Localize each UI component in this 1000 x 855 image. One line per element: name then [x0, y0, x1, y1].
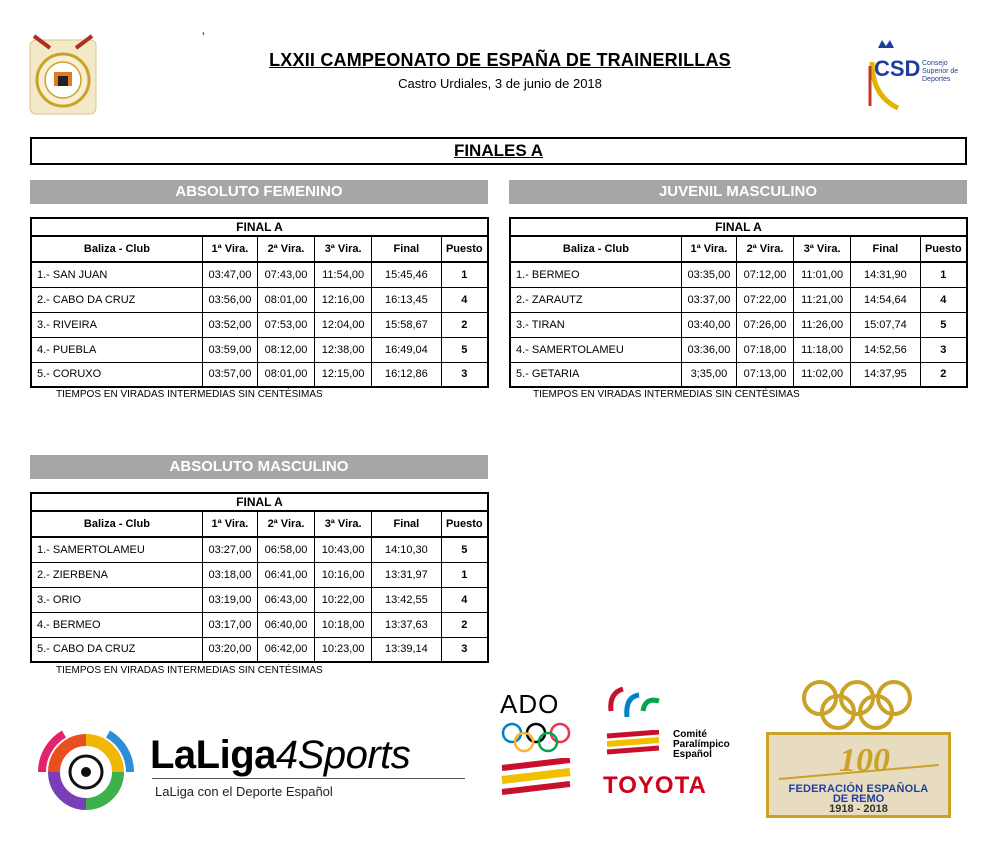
time-cell: 06:58,00: [257, 537, 314, 562]
page-subtitle: Castro Urdiales, 3 de junio de 2018: [398, 76, 602, 91]
table-row: [31, 637, 488, 662]
time-cell: 13:39,14: [372, 637, 441, 662]
time-cell: 03:56,00: [202, 287, 257, 312]
position-cell: 5: [441, 537, 488, 562]
table-row: [510, 287, 967, 312]
column-header: 2ª Vira.: [736, 236, 793, 262]
category-bar-absoluto-masculino: ABSOLUTO MASCULINO: [30, 455, 488, 479]
position-cell: 2: [441, 312, 488, 337]
position-cell: 5: [920, 312, 967, 337]
position-cell: 4: [441, 287, 488, 312]
time-cell: 11:02,00: [794, 362, 851, 387]
timing-note: TIEMPOS EN VIRADAS INTERMEDIAS SIN CENTÉSIMAS: [533, 389, 800, 400]
time-cell: 14:37,95: [851, 362, 920, 387]
spain-stripes-icon: [500, 758, 572, 798]
toyota-wordmark: TOYOTA: [603, 772, 707, 799]
table-row: [510, 362, 967, 387]
club-cell: 5.- CORUXO: [31, 362, 202, 387]
csd-line-2: Superior de: [922, 68, 959, 75]
time-cell: 10:23,00: [315, 637, 372, 662]
final-label: FINAL A: [510, 218, 967, 236]
table-row: [31, 612, 488, 637]
timing-note: TIEMPOS EN VIRADAS INTERMEDIAS SIN CENTÉSIMAS: [56, 389, 323, 400]
laliga-wordmark: [150, 733, 410, 778]
club-cell: 4.- PUEBLA: [31, 337, 202, 362]
club-cell: 5.- CABO DA CRUZ: [31, 637, 202, 662]
table-row: [31, 537, 488, 562]
final-label: FINAL A: [31, 493, 488, 511]
category-bar-juvenil-masculino: JUVENIL MASCULINO: [509, 180, 967, 204]
column-header: 3ª Vira.: [315, 511, 372, 537]
time-cell: 13:37,63: [372, 612, 441, 637]
club-cell: 2.- ZARAUTZ: [510, 287, 681, 312]
para-line-1: Comité: [673, 729, 707, 740]
time-cell: 08:01,00: [257, 362, 314, 387]
position-cell: 1: [920, 262, 967, 287]
olympic-rings-icon: [500, 722, 572, 754]
column-header: Final: [851, 236, 920, 262]
table-row: [31, 362, 488, 387]
results-table-absoluto-masculino: [30, 492, 489, 663]
time-cell: 15:58,67: [372, 312, 441, 337]
time-cell: 14:31,90: [851, 262, 920, 287]
time-cell: 07:18,00: [736, 337, 793, 362]
page-title: LXXII CAMPEONATO DE ESPAÑA DE TRAINERILLAS: [269, 50, 731, 70]
club-cell: 3.- TIRAN: [510, 312, 681, 337]
para-line-2: Paralímpico: [673, 739, 730, 750]
time-cell: 03:17,00: [202, 612, 257, 637]
time-cell: 10:16,00: [315, 562, 372, 587]
column-header: 3ª Vira.: [315, 236, 372, 262]
time-cell: 11:54,00: [315, 262, 372, 287]
laliga-sports: Sports: [297, 733, 411, 777]
club-cell: 2.- CABO DA CRUZ: [31, 287, 202, 312]
time-cell: 11:21,00: [794, 287, 851, 312]
column-header: Puesto: [441, 511, 488, 537]
time-cell: 06:41,00: [257, 562, 314, 587]
time-cell: 07:26,00: [736, 312, 793, 337]
column-header: 2ª Vira.: [257, 511, 314, 537]
table-row: [31, 312, 488, 337]
time-cell: 10:22,00: [315, 587, 372, 612]
column-header: 1ª Vira.: [202, 236, 257, 262]
time-cell: 3;35,00: [681, 362, 736, 387]
results-table-absoluto-femenino: [30, 217, 489, 388]
column-header: 1ª Vira.: [202, 511, 257, 537]
time-cell: 03:35,00: [681, 262, 736, 287]
table-row: [31, 262, 488, 287]
time-cell: 06:42,00: [257, 637, 314, 662]
position-cell: 3: [441, 637, 488, 662]
csd-abbr: CSD: [874, 56, 921, 81]
time-cell: 06:40,00: [257, 612, 314, 637]
stray-mark: ’: [202, 30, 205, 44]
time-cell: 03:20,00: [202, 637, 257, 662]
time-cell: 03:57,00: [202, 362, 257, 387]
time-cell: 10:43,00: [315, 537, 372, 562]
federation-name: FEDERACIÓN ESPAÑOLA: [788, 783, 929, 795]
club-cell: 4.- BERMEO: [31, 612, 202, 637]
time-cell: 13:31,97: [372, 562, 441, 587]
time-cell: 13:42,55: [372, 587, 441, 612]
club-cell: 2.- ZIERBENA: [31, 562, 202, 587]
position-cell: 2: [920, 362, 967, 387]
column-header: Baliza - Club: [31, 511, 202, 537]
club-cell: 3.- ORIO: [31, 587, 202, 612]
time-cell: 06:43,00: [257, 587, 314, 612]
time-cell: 03:59,00: [202, 337, 257, 362]
time-cell: 12:38,00: [315, 337, 372, 362]
club-cell: 3.- RIVEIRA: [31, 312, 202, 337]
laliga-four: 4: [275, 733, 298, 777]
paralympic-committee-text: [673, 730, 730, 760]
time-cell: 12:16,00: [315, 287, 372, 312]
laliga-tagline: LaLiga con el Deporte Español: [155, 784, 333, 799]
column-header: 3ª Vira.: [794, 236, 851, 262]
time-cell: 14:10,30: [372, 537, 441, 562]
federation-years: 1918 - 2018: [829, 803, 888, 815]
time-cell: 16:13,45: [372, 287, 441, 312]
final-label: FINAL A: [31, 218, 488, 236]
club-cell: 5.- GETARIA: [510, 362, 681, 387]
time-cell: 03:18,00: [202, 562, 257, 587]
time-cell: 11:18,00: [794, 337, 851, 362]
ado-wordmark: ADO: [500, 689, 560, 719]
time-cell: 03:47,00: [202, 262, 257, 287]
time-cell: 08:01,00: [257, 287, 314, 312]
time-cell: 15:07,74: [851, 312, 920, 337]
csd-line-1: Consejo: [922, 60, 948, 67]
time-cell: 11:26,00: [794, 312, 851, 337]
paralympic-agitos-icon: [603, 683, 663, 723]
time-cell: 12:04,00: [315, 312, 372, 337]
section-title: [30, 137, 967, 165]
column-header: 1ª Vira.: [681, 236, 736, 262]
table-row: [31, 587, 488, 612]
table-row: [510, 337, 967, 362]
position-cell: 3: [920, 337, 967, 362]
position-cell: 4: [441, 587, 488, 612]
time-cell: 15:45,46: [372, 262, 441, 287]
time-cell: 03:37,00: [681, 287, 736, 312]
position-cell: 1: [441, 262, 488, 287]
time-cell: 16:12,86: [372, 362, 441, 387]
time-cell: 10:18,00: [315, 612, 372, 637]
position-cell: 2: [441, 612, 488, 637]
time-cell: 03:40,00: [681, 312, 736, 337]
category-bar-absoluto-femenino: ABSOLUTO FEMENINO: [30, 180, 488, 204]
svg-text:100: 100: [839, 742, 890, 779]
position-cell: 5: [441, 337, 488, 362]
table-row: [31, 337, 488, 362]
table-row: [31, 562, 488, 587]
time-cell: 03:52,00: [202, 312, 257, 337]
time-cell: 03:27,00: [202, 537, 257, 562]
federation-rings-icon: [800, 680, 915, 730]
position-cell: 1: [441, 562, 488, 587]
club-crest-logo: [28, 32, 98, 116]
position-cell: 3: [441, 362, 488, 387]
column-header: 2ª Vira.: [257, 236, 314, 262]
time-cell: 07:13,00: [736, 362, 793, 387]
club-cell: 1.- SAN JUAN: [31, 262, 202, 287]
column-header: Baliza - Club: [31, 236, 202, 262]
time-cell: 11:01,00: [794, 262, 851, 287]
time-cell: 08:12,00: [257, 337, 314, 362]
club-cell: 1.- SAMERTOLAMEU: [31, 537, 202, 562]
time-cell: 07:22,00: [736, 287, 793, 312]
table-row: [510, 312, 967, 337]
column-header: Puesto: [920, 236, 967, 262]
time-cell: 03:36,00: [681, 337, 736, 362]
time-cell: 07:12,00: [736, 262, 793, 287]
column-header: Final: [372, 236, 441, 262]
column-header: Final: [372, 511, 441, 537]
laliga-ball-icon: [34, 722, 138, 822]
club-cell: 4.- SAMERTOLAMEU: [510, 337, 681, 362]
csd-line-3: Deportes: [922, 76, 951, 83]
club-cell: 1.- BERMEO: [510, 262, 681, 287]
time-cell: 12:15,00: [315, 362, 372, 387]
time-cell: 14:52,56: [851, 337, 920, 362]
time-cell: 16:49,04: [372, 337, 441, 362]
time-cell: 03:19,00: [202, 587, 257, 612]
laliga-name: LaLiga: [150, 733, 276, 777]
results-table-juvenil-masculino: [509, 217, 968, 388]
section-title-text: FINALES A: [453, 141, 544, 160]
position-cell: 4: [920, 287, 967, 312]
csd-logo: [868, 36, 968, 116]
federation-name-2: DE REMO: [832, 793, 885, 805]
paralympic-flag-icon: [605, 730, 661, 756]
timing-note: TIEMPOS EN VIRADAS INTERMEDIAS SIN CENTÉSIMAS: [56, 665, 323, 676]
time-cell: 07:53,00: [257, 312, 314, 337]
laliga-divider: [152, 778, 465, 779]
para-line-3: Español: [673, 749, 712, 760]
time-cell: 14:54,64: [851, 287, 920, 312]
column-header: Baliza - Club: [510, 236, 681, 262]
table-row: [510, 262, 967, 287]
time-cell: 07:43,00: [257, 262, 314, 287]
column-header: Puesto: [441, 236, 488, 262]
table-row: [31, 287, 488, 312]
